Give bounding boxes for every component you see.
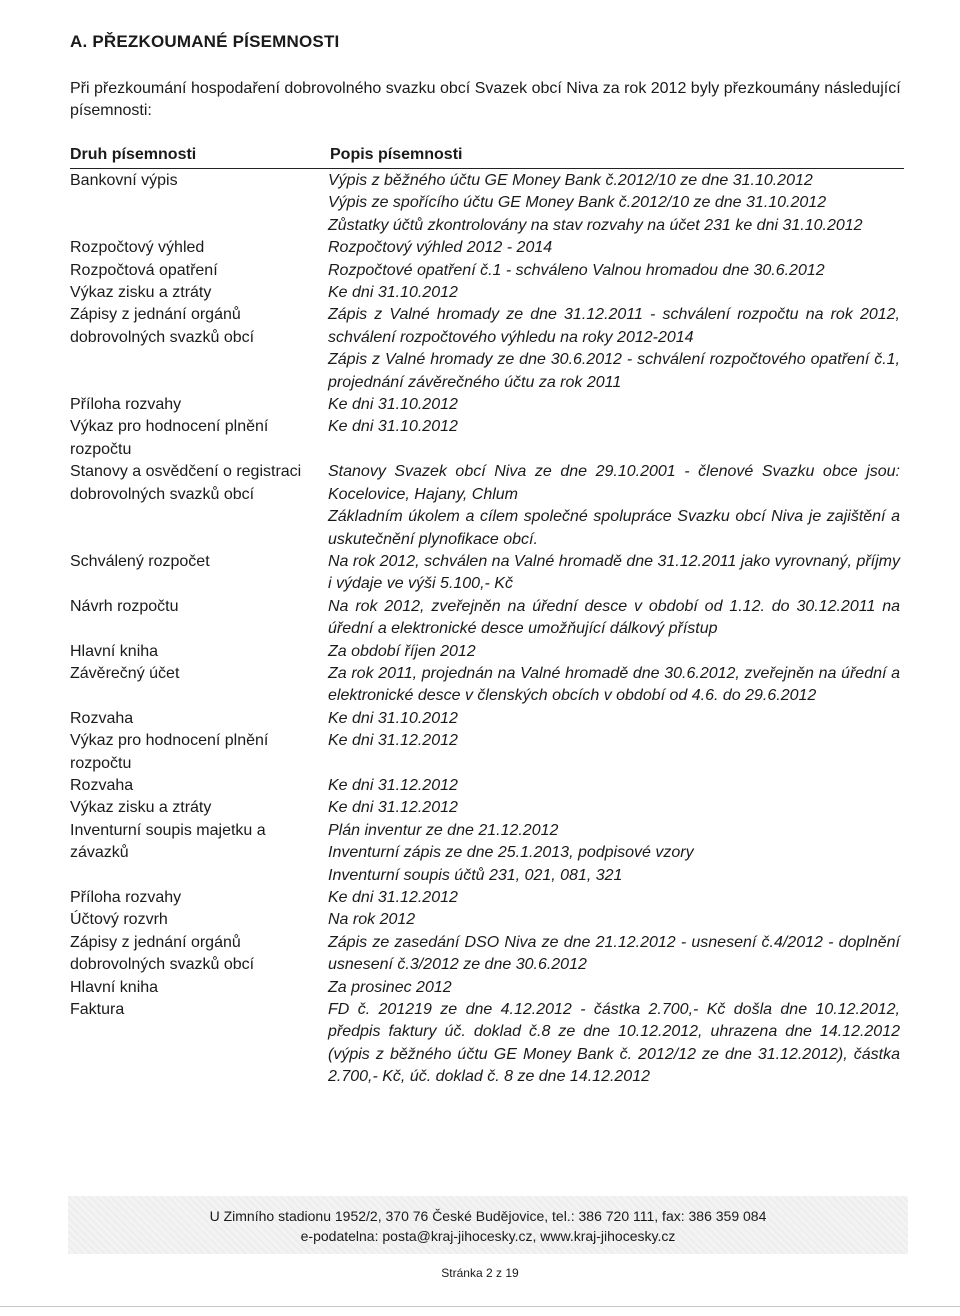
bottom-divider — [0, 1306, 960, 1307]
document-description: Ke dni 31.12.2012 — [328, 799, 458, 817]
description-paragraph: Zápis z Valné hromady ze dne 31.12.2011 - schválení rozpočtu na rok 2012, schválení rozpočtového výhledu na roky 2012-2014 — [328, 306, 900, 346]
table-row — [70, 932, 910, 977]
table-row — [70, 663, 910, 708]
document-description: Zápis ze zasedání DSO Niva ze dne 21.12.2012 - usnesení č.4/2012 - doplnění usnesení č.3/2012 ze dne 30.6.2012 — [328, 933, 900, 974]
document-type: Výkaz pro hodnocení plnění rozpočtu — [70, 732, 269, 772]
document-description — [328, 461, 900, 551]
document-type: Rozvaha — [70, 776, 134, 794]
document-description — [328, 820, 900, 887]
description-paragraph: Zápis z Valné hromady ze dne 30.6.2012 - schválení rozpočtového opatření č.1, projednání závěrečného účtu za rok 2011 — [328, 351, 900, 391]
description-line: Inventurní zápis ze dne 25.1.2013, podpisové vzory — [328, 844, 694, 862]
table-row — [70, 237, 910, 259]
document-type: Příloha rozvahy — [70, 889, 182, 906]
document-description: Ke dni 31.12.2012 — [328, 776, 458, 794]
table-row — [70, 909, 910, 931]
document-description: Ke dni 31.10.2012 — [328, 284, 458, 302]
description-line: Zůstatky účtů zkontrolovány na stav rozvahy na účet 231 ke dni 31.10.2012 — [328, 216, 863, 234]
table-row — [70, 304, 910, 394]
description-paragraph: Základním úkolem a cílem společné spolupráce Svazku obcí Niva je zajištění a uskutečnění plynofikace obcí. — [328, 508, 900, 548]
table-row — [70, 596, 910, 641]
document-type: Hlavní kniha — [70, 642, 159, 660]
table-row — [70, 797, 910, 819]
table-row — [70, 887, 910, 909]
page-number: Stránka 2 z 19 — [441, 1266, 519, 1280]
description-line: Výpis ze spořícího účtu GE Money Bank č.2012/10 ze dne 31.10.2012 — [328, 194, 827, 212]
document-type: Bankovní výpis — [70, 172, 178, 189]
document-type: Výkaz zisku a ztráty — [70, 799, 212, 817]
document-description: Za období říjen 2012 — [328, 642, 476, 660]
document-type: Účtový rozvrh — [70, 911, 168, 929]
table-row — [70, 394, 910, 416]
document-description: Ke dni 31.12.2012 — [328, 732, 458, 750]
document-description: Ke dni 31.10.2012 — [328, 418, 458, 436]
description-line: Výpis z běžného účtu GE Money Bank č.2012/10 ze dne 31.10.2012 — [328, 172, 813, 189]
document-description: Ke dni 31.12.2012 — [328, 889, 458, 906]
description-line: Plán inventur ze dne 21.12.2012 — [328, 821, 559, 839]
document-type: Rozpočtový výhled — [70, 239, 205, 257]
document-description: Rozpočtový výhled 2012 - 2014 — [328, 239, 553, 257]
table-row — [70, 999, 910, 1089]
document-type: Výkaz pro hodnocení plnění rozpočtu — [70, 418, 269, 458]
document-type: Schválený rozpočet — [70, 552, 210, 570]
document-description: Ke dni 31.10.2012 — [328, 709, 458, 727]
document-type: Příloha rozvahy — [70, 396, 182, 414]
footer-address: U Zimního stadionu 1952/2, 370 76 České Budějovice, tel.: 386 720 111, fax: 386 359 084 — [209, 1208, 767, 1224]
document-description — [328, 170, 900, 237]
document-description: Za rok 2011, projednán na Valné hromadě dne 30.6.2012, zveřejněn na úřední a elektronické desce v členských obcích v období od 4.6. do 29.6.2012 — [328, 664, 900, 705]
table-row — [70, 461, 910, 551]
table-row — [70, 551, 910, 596]
table-row — [70, 170, 910, 237]
document-description: Na rok 2012, zveřejněn na úřední desce v období od 1.12. do 30.12.2011 na úřední a elektronické desce umožňující dálkový přístup — [328, 597, 900, 638]
footer-contact: e-podatelna: posta@kraj-jihocesky.cz, www.kraj-jihocesky.cz — [300, 1228, 676, 1244]
table-row — [70, 820, 910, 887]
description-paragraph: Stanovy Svazek obcí Niva ze dne 29.10.2001 - členové Svazku obce jsou: Kocelovice, Hajany, Chlum — [328, 463, 900, 503]
documents-table — [70, 170, 910, 1089]
document-type: Rozpočtová opatření — [70, 261, 218, 279]
document-description: Rozpočtové opatření č.1 - schváleno Valnou hromadou dne 30.6.2012 — [328, 261, 825, 279]
intro-paragraph: Při přezkoumání hospodaření dobrovolného svazku obcí Svazek obcí Niva za rok 2012 byly přezkoumány následující písemnosti: — [70, 80, 901, 119]
document-description: Na rok 2012 — [328, 911, 416, 929]
document-description: FD č. 201219 ze dne 4.12.2012 - částka 2.700,- Kč došla dne 10.12.2012, předpis faktury úč. doklad č.8 ze dne 10.12.2012, uhrazena dne 14.12.2012 (výpis z běžného účtu GE Money Bank č. 2012/12 ze dne 31.12.2012), částka 2.700,- Kč, úč. doklad č. 8 ze dne 14.12.2012 — [328, 1001, 900, 1086]
document-type: Závěrečný účet — [70, 664, 180, 682]
header-divider — [70, 168, 904, 169]
table-row — [70, 708, 910, 730]
document-description: Ke dni 31.10.2012 — [328, 396, 458, 414]
table-row — [70, 282, 910, 304]
table-row — [70, 775, 910, 797]
document-type: Návrh rozpočtu — [70, 597, 179, 615]
document-type: Hlavní kniha — [70, 978, 159, 996]
table-row — [70, 260, 910, 282]
document-type: Stanovy a osvědčení o registraci dobrovolných svazků obcí — [70, 463, 302, 503]
document-type: Faktura — [70, 1001, 125, 1019]
column-header-description: Popis písemnosti — [330, 146, 463, 163]
document-type: Zápisy z jednání orgánů dobrovolných svazků obcí — [70, 933, 255, 974]
table-row — [70, 977, 910, 999]
table-row — [70, 416, 910, 461]
column-header-type: Druh písemnosti — [70, 146, 197, 163]
document-type: Výkaz zisku a ztráty — [70, 284, 212, 302]
document-type: Inventurní soupis majetku a závazků — [70, 821, 266, 862]
section-heading: A. PŘEZKOUMANÉ PÍSEMNOSTI — [70, 32, 340, 51]
table-row — [70, 730, 910, 775]
document-description — [328, 304, 900, 394]
description-line: Inventurní soupis účtů 231, 021, 081, 321 — [328, 866, 623, 884]
table-row — [70, 641, 910, 663]
document-type: Zápisy z jednání orgánů dobrovolných svazků obcí — [70, 306, 255, 346]
document-description: Na rok 2012, schválen na Valné hromadě dne 31.12.2011 jako vyrovnaný, příjmy i výdaje ve výši 5.100,- Kč — [328, 552, 900, 593]
document-type: Rozvaha — [70, 709, 134, 727]
document-description: Za prosinec 2012 — [328, 978, 452, 996]
